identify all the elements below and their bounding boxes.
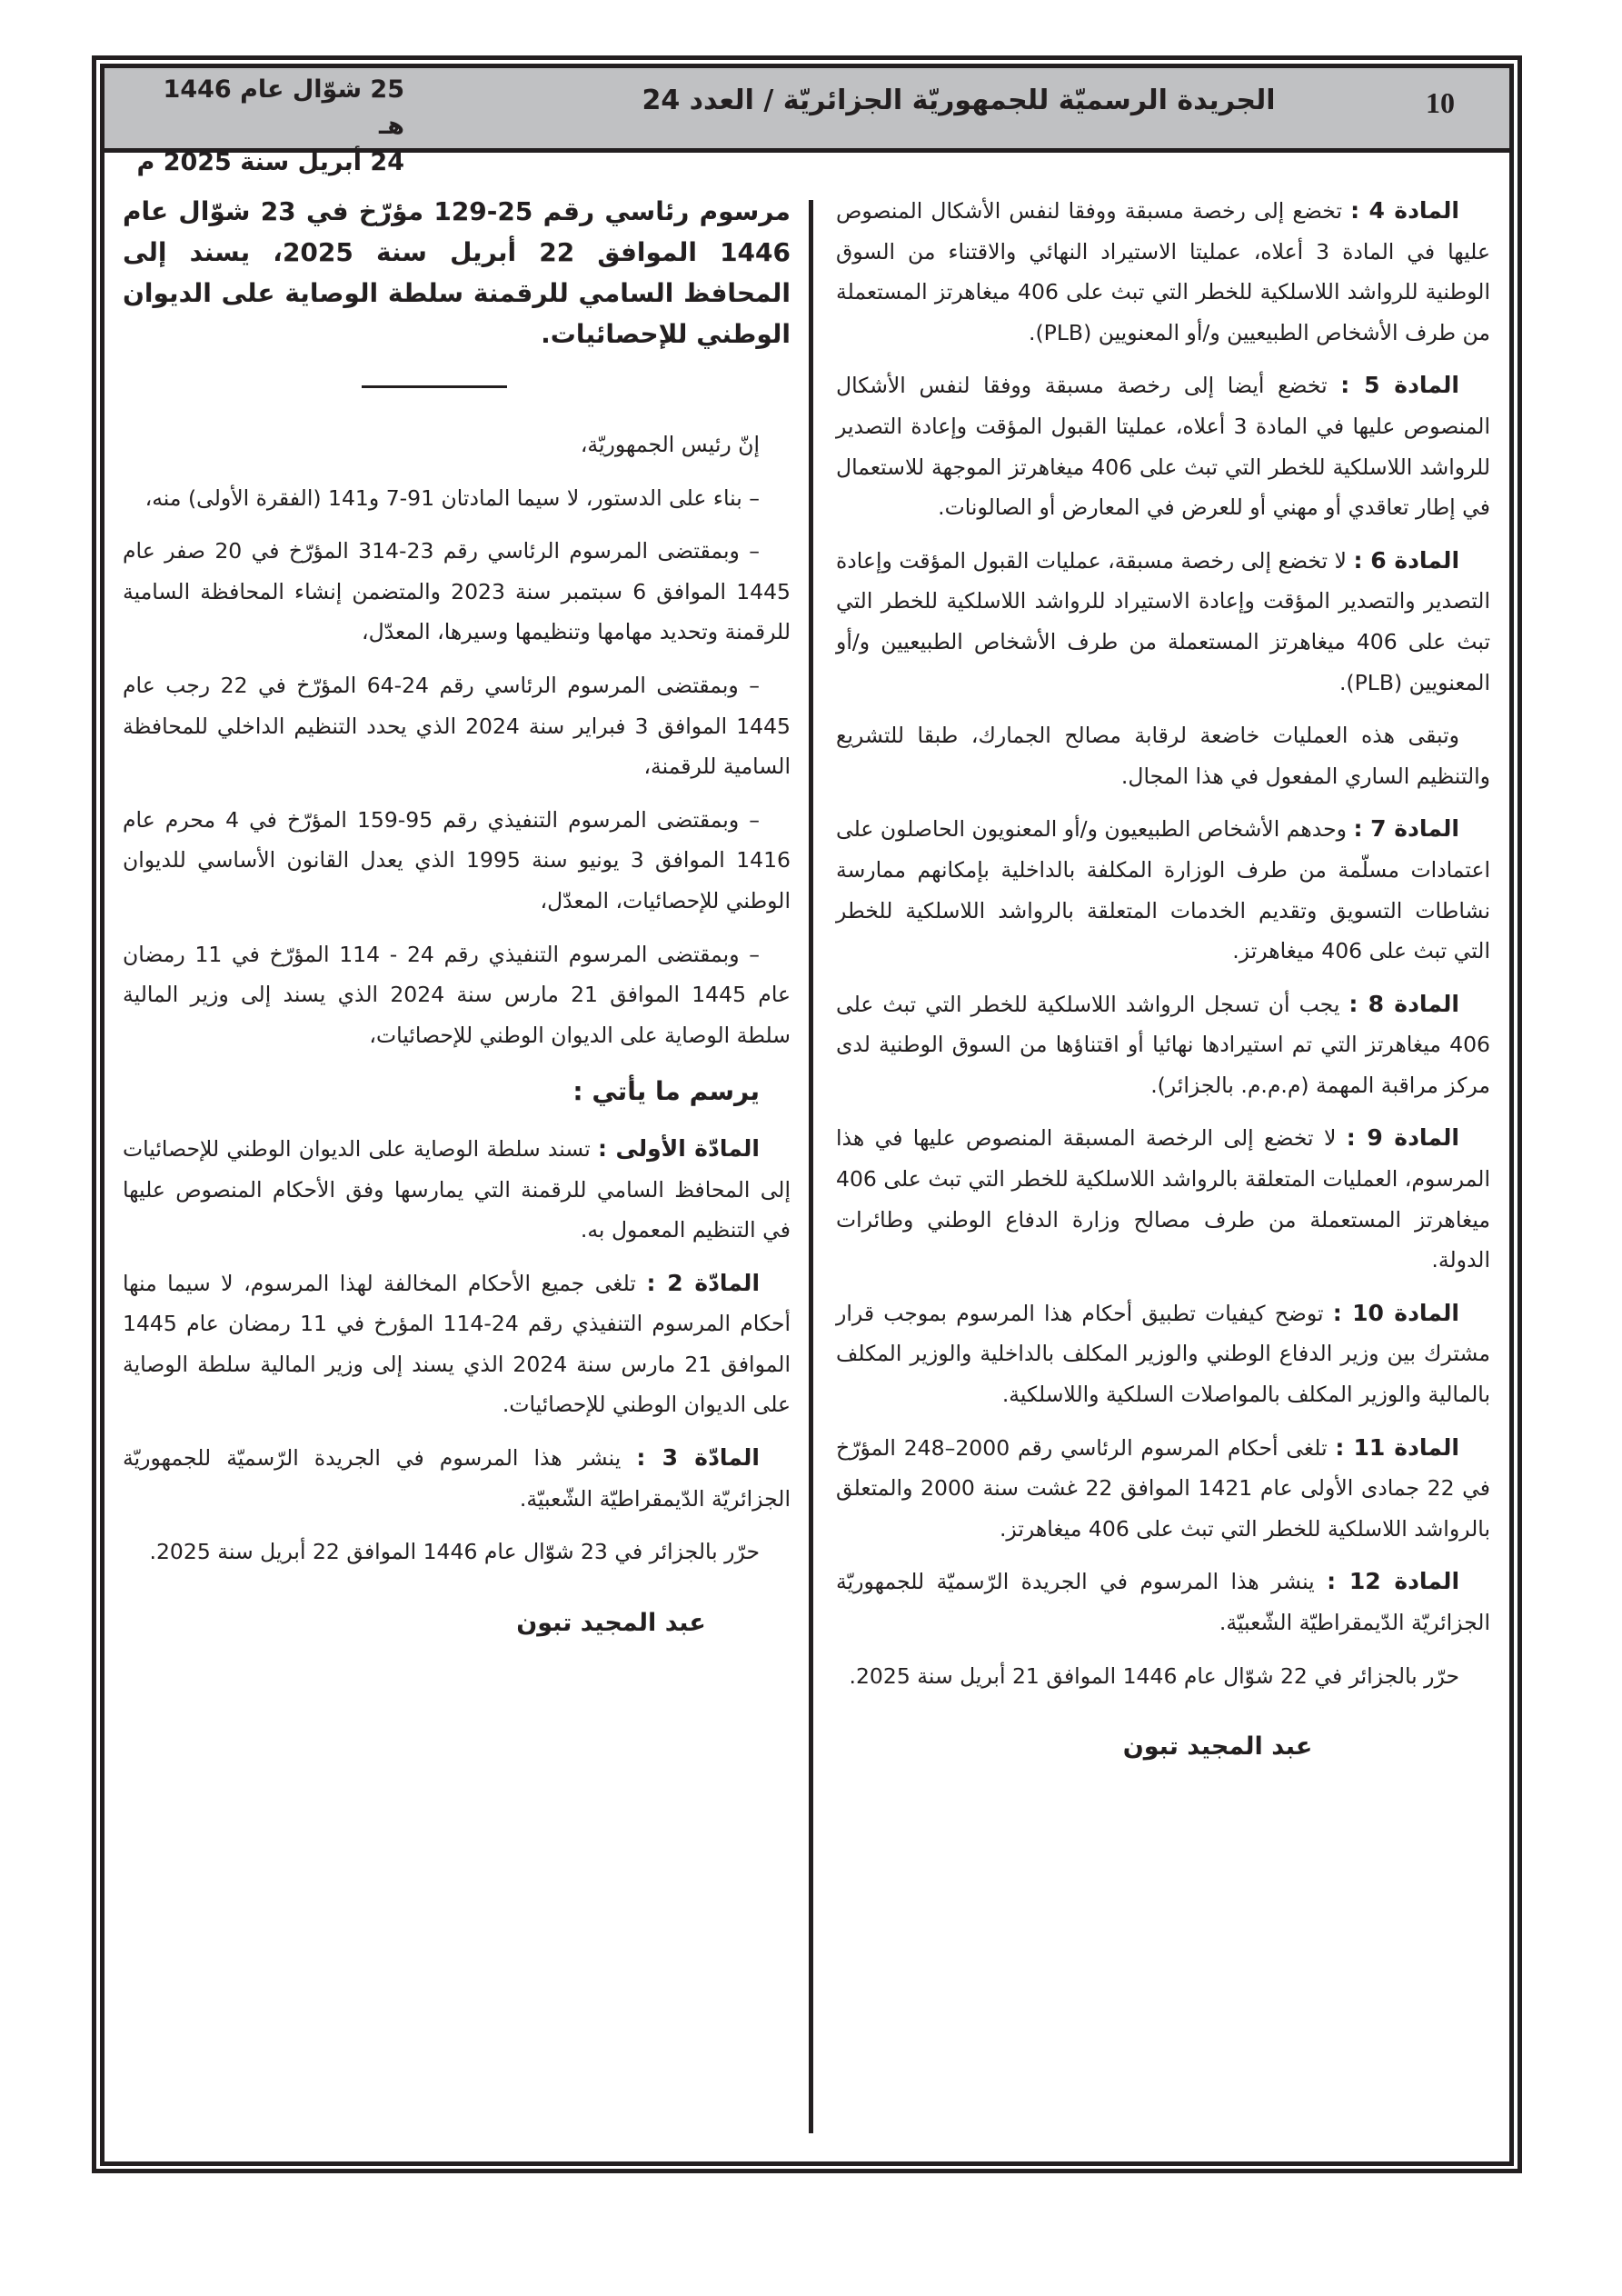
article-11 bbox=[836, 1428, 1490, 1550]
article-label: المادة 10 : bbox=[1332, 1299, 1459, 1326]
article-label: المادة 9 : bbox=[1346, 1124, 1459, 1152]
article-text: لا تخضع إلى الرخصة المسبقة المنصوص عليها في هذا المرسوم، العمليات المتعلقة بالرواشد اللاسلكية للخطر التي تبث على 406 ميغاهرتز المستعملة من طرف مصالح وزارة الدفاع الوطني وطائرات الدولة. bbox=[836, 1125, 1490, 1273]
signature: عبد المجيد تبون bbox=[516, 1608, 706, 1637]
article-label: المادّة 3 : bbox=[636, 1444, 760, 1472]
article-9 bbox=[836, 1118, 1490, 1280]
issue-dates bbox=[132, 72, 404, 181]
article-text: لا تخضع إلى رخصة مسبقة، عمليات القبول المؤقت وإعادة التصدير والتصدير المؤقت وإعادة الاستيراد للرواشد اللاسلكية للخطر التي تبث على 406 ميغاهرتز المستعملة من طرف الأشخاص الطبيعيين و/أو المعنويين (PLB). bbox=[836, 547, 1490, 695]
article-label: المادة 7 : bbox=[1353, 815, 1459, 843]
date-gregorian: 24 أبريل سنة 2025 م bbox=[136, 148, 404, 176]
article-text: تلغى جميع الأحكام المخالفة لهذا المرسوم، لا سيما منها أحكام المرسوم التنفيذي رقم 24-114 المؤرخ في 11 رمضان عام 1445 الموافق 21 مارس سنة 2024 الذي يسند إلى وزير المالية سلطة الوصاية على الديوان الوطني للإحصائيات. bbox=[123, 1270, 791, 1418]
article-4 bbox=[836, 191, 1490, 353]
article-6-paragraph-2 bbox=[836, 715, 1490, 796]
article-5 bbox=[836, 365, 1490, 527]
article-label: المادة 8 : bbox=[1348, 990, 1460, 1017]
article-label: المادّة الأولى : bbox=[598, 1134, 760, 1162]
title-rule bbox=[362, 385, 507, 388]
closing-statement: حرّر بالجزائر في 22 شوّال عام 1446 الموافق 21 أبريل سنة 2025. bbox=[849, 1662, 1459, 1689]
article-3 bbox=[123, 1438, 791, 1519]
article-label: المادة 6 : bbox=[1353, 546, 1460, 574]
article-text: وحدهم الأشخاص الطبيعيون و/أو المعنويون الحاصلون على اعتمادات مسلّمة من طرف الوزارة المكلفة بالداخلية بإمكانهم ممارسة نشاطات التسويق وتقديم الخدمات المتعلقة بالرواشد اللاسلكية للخطر التي تبث على 406 ميغاهرتز. bbox=[836, 816, 1490, 964]
article-text: تسند سلطة الوصاية على الديوان الوطني للإحصائيات إلى المحافظ السامي للرقمنة التي يمارسها وفق الأحكام المنصوص عليها في التنظيم المعمول به. bbox=[123, 1135, 791, 1243]
article-2 bbox=[123, 1263, 791, 1425]
article-8 bbox=[836, 984, 1490, 1106]
article-text: تلغى أحكام المرسوم الرئاسي رقم 2000–248 المؤرّخ في 22 جمادى الأولى عام 1421 الموافق 22 غشت سنة 2000 والمتعلق بالرواشد اللاسلكية للخطر التي تبث على 406 ميغاهرتز. bbox=[836, 1434, 1490, 1542]
article-text: تخضع أيضا إلى رخصة مسبقة ووفقا لنفس الأشكال المنصوص عليها في المادة 3 أعلاه، عمليتا القبول المؤقت وإعادة التصدير للرواشد اللاسلكية للخطر التي تبث على 406 ميغاهرتز الموجهة للاستعمال في إطار تعاقدي أو مهني أو للعرض في المعارض أو الصالونات. bbox=[836, 373, 1490, 521]
article-10 bbox=[836, 1293, 1490, 1415]
article-text: ينشر هذا المرسوم في الجريدة الرّسميّة للجمهوريّة الجزائريّة الدّيمقراطيّة الشّعبيّة. bbox=[123, 1445, 791, 1512]
article-1 bbox=[123, 1129, 791, 1251]
date-hijri: 25 شوّال عام 1446 هـ bbox=[163, 75, 404, 140]
gazette-title: الجريدة الرسميّة للجمهوريّة الجزائريّة / العدد 24 bbox=[642, 85, 1276, 116]
article-6 bbox=[836, 541, 1490, 703]
article-7 bbox=[836, 809, 1490, 971]
right-column bbox=[836, 191, 1490, 1768]
article-label: المادة 5 : bbox=[1340, 372, 1459, 399]
article-text: توضح كيفيات تطبيق أحكام هذا المرسوم بموجب قرار مشترك بين وزير الدفاع الوطني والوزير المكلف بالداخلية والوزير المكلف بالمالية والوزير المكلف بالمواصلات السلكية واللاسلكية. bbox=[836, 1300, 1490, 1408]
decrees-heading: يرسم ما يأتي : bbox=[572, 1076, 760, 1107]
gazette-header bbox=[104, 68, 1509, 176]
signature: عبد المجيد تبون bbox=[1122, 1732, 1313, 1762]
article-label: المادّة 2 : bbox=[646, 1269, 761, 1296]
article-text: يجب أن تسجل الرواشد اللاسلكية للخطر التي تبث على 406 ميغاهرتز التي تم استيرادها نهائيا أو اقتناؤها من السوق الوطنية لدى مركز مراقبة المهمة (م.م.م. بالجزائر). bbox=[836, 991, 1490, 1098]
preamble-opening: إنّ رئيس الجمهوريّة، bbox=[580, 432, 760, 457]
left-column bbox=[123, 191, 791, 1643]
article-text: تخضع إلى رخصة مسبقة ووفقا لنفس الأشكال المنصوص عليها في المادة 3 أعلاه، عمليتا الاستيراد النهائي والاقتناء من السوق الوطنية للرواشد اللاسلكية للخطر التي تبث على 406 ميغاهرتز المستعملة من طرف الأشخاص الطبيعيين و/أو المعنويين (PLB). bbox=[836, 198, 1490, 345]
column-divider bbox=[809, 200, 813, 2133]
article-text: وتبقى هذه العمليات خاضعة لرقابة مصالح الجمارك، طبقا للتشريع والتنظيم الساري المفعول في هذا المجال. bbox=[836, 723, 1490, 789]
closing-statement: حرّر بالجزائر في 23 شوّال عام 1446 الموافق 22 أبريل سنة 2025. bbox=[149, 1539, 760, 1565]
article-label: المادة 12 : bbox=[1327, 1568, 1460, 1595]
decree-title: مرسوم رئاسي رقم 25-129 مؤرّخ في 23 شوّال عام 1446 الموافق 22 أبريل سنة 2025، يسند إلى المحافظ السامي للرقمنة سلطة الوصاية على الديوان الوطني للإحصائيات. bbox=[123, 196, 791, 349]
visa-item: – وبمقتضى المرسوم التنفيذي رقم 24 - 114 المؤرّخ في 11 رمضان عام 1445 الموافق 21 مارس سنة 2024 الذي يسند إلى وزير المالية سلطة الوصاية على الديوان الوطني للإحصائيات، bbox=[123, 941, 791, 1048]
visa-item: – وبمقتضى المرسوم الرئاسي رقم 23-314 المؤرّخ في 20 صفر عام 1445 الموافق 6 سبتمبر سنة 2023 والمتضمن إنشاء المحافظة السامية للرقمنة وتحديد مهامها وتنظيمها وسيرها، المعدّل، bbox=[123, 538, 791, 645]
visa-item: – وبمقتضى المرسوم التنفيذي رقم 95-159 المؤرّخ في 4 محرم عام 1416 الموافق 3 يونيو سنة 1995 الذي يعدل القانون الأساسي للديوان الوطني للإحصائيات، المعدّل، bbox=[123, 806, 791, 913]
visa-item: – بناء على الدستور، لا سيما المادتان 91-7 و141 (الفقرة الأولى) منه، bbox=[144, 484, 760, 511]
page-number: 10 bbox=[1426, 86, 1455, 119]
article-label: المادة 4 : bbox=[1350, 197, 1459, 224]
article-label: المادة 11 : bbox=[1335, 1433, 1459, 1461]
visa-item: – وبمقتضى المرسوم الرئاسي رقم 24-64 المؤرّخ في 22 رجب عام 1445 الموافق 3 فبراير سنة 2024 الذي يحدد التنظيم الداخلي للمحافظة السامية للرقمنة، bbox=[123, 672, 791, 780]
article-text: ينشر هذا المرسوم في الجريدة الرّسميّة للجمهوريّة الجزائريّة الدّيمقراطيّة الشّعبيّة. bbox=[836, 1569, 1490, 1635]
